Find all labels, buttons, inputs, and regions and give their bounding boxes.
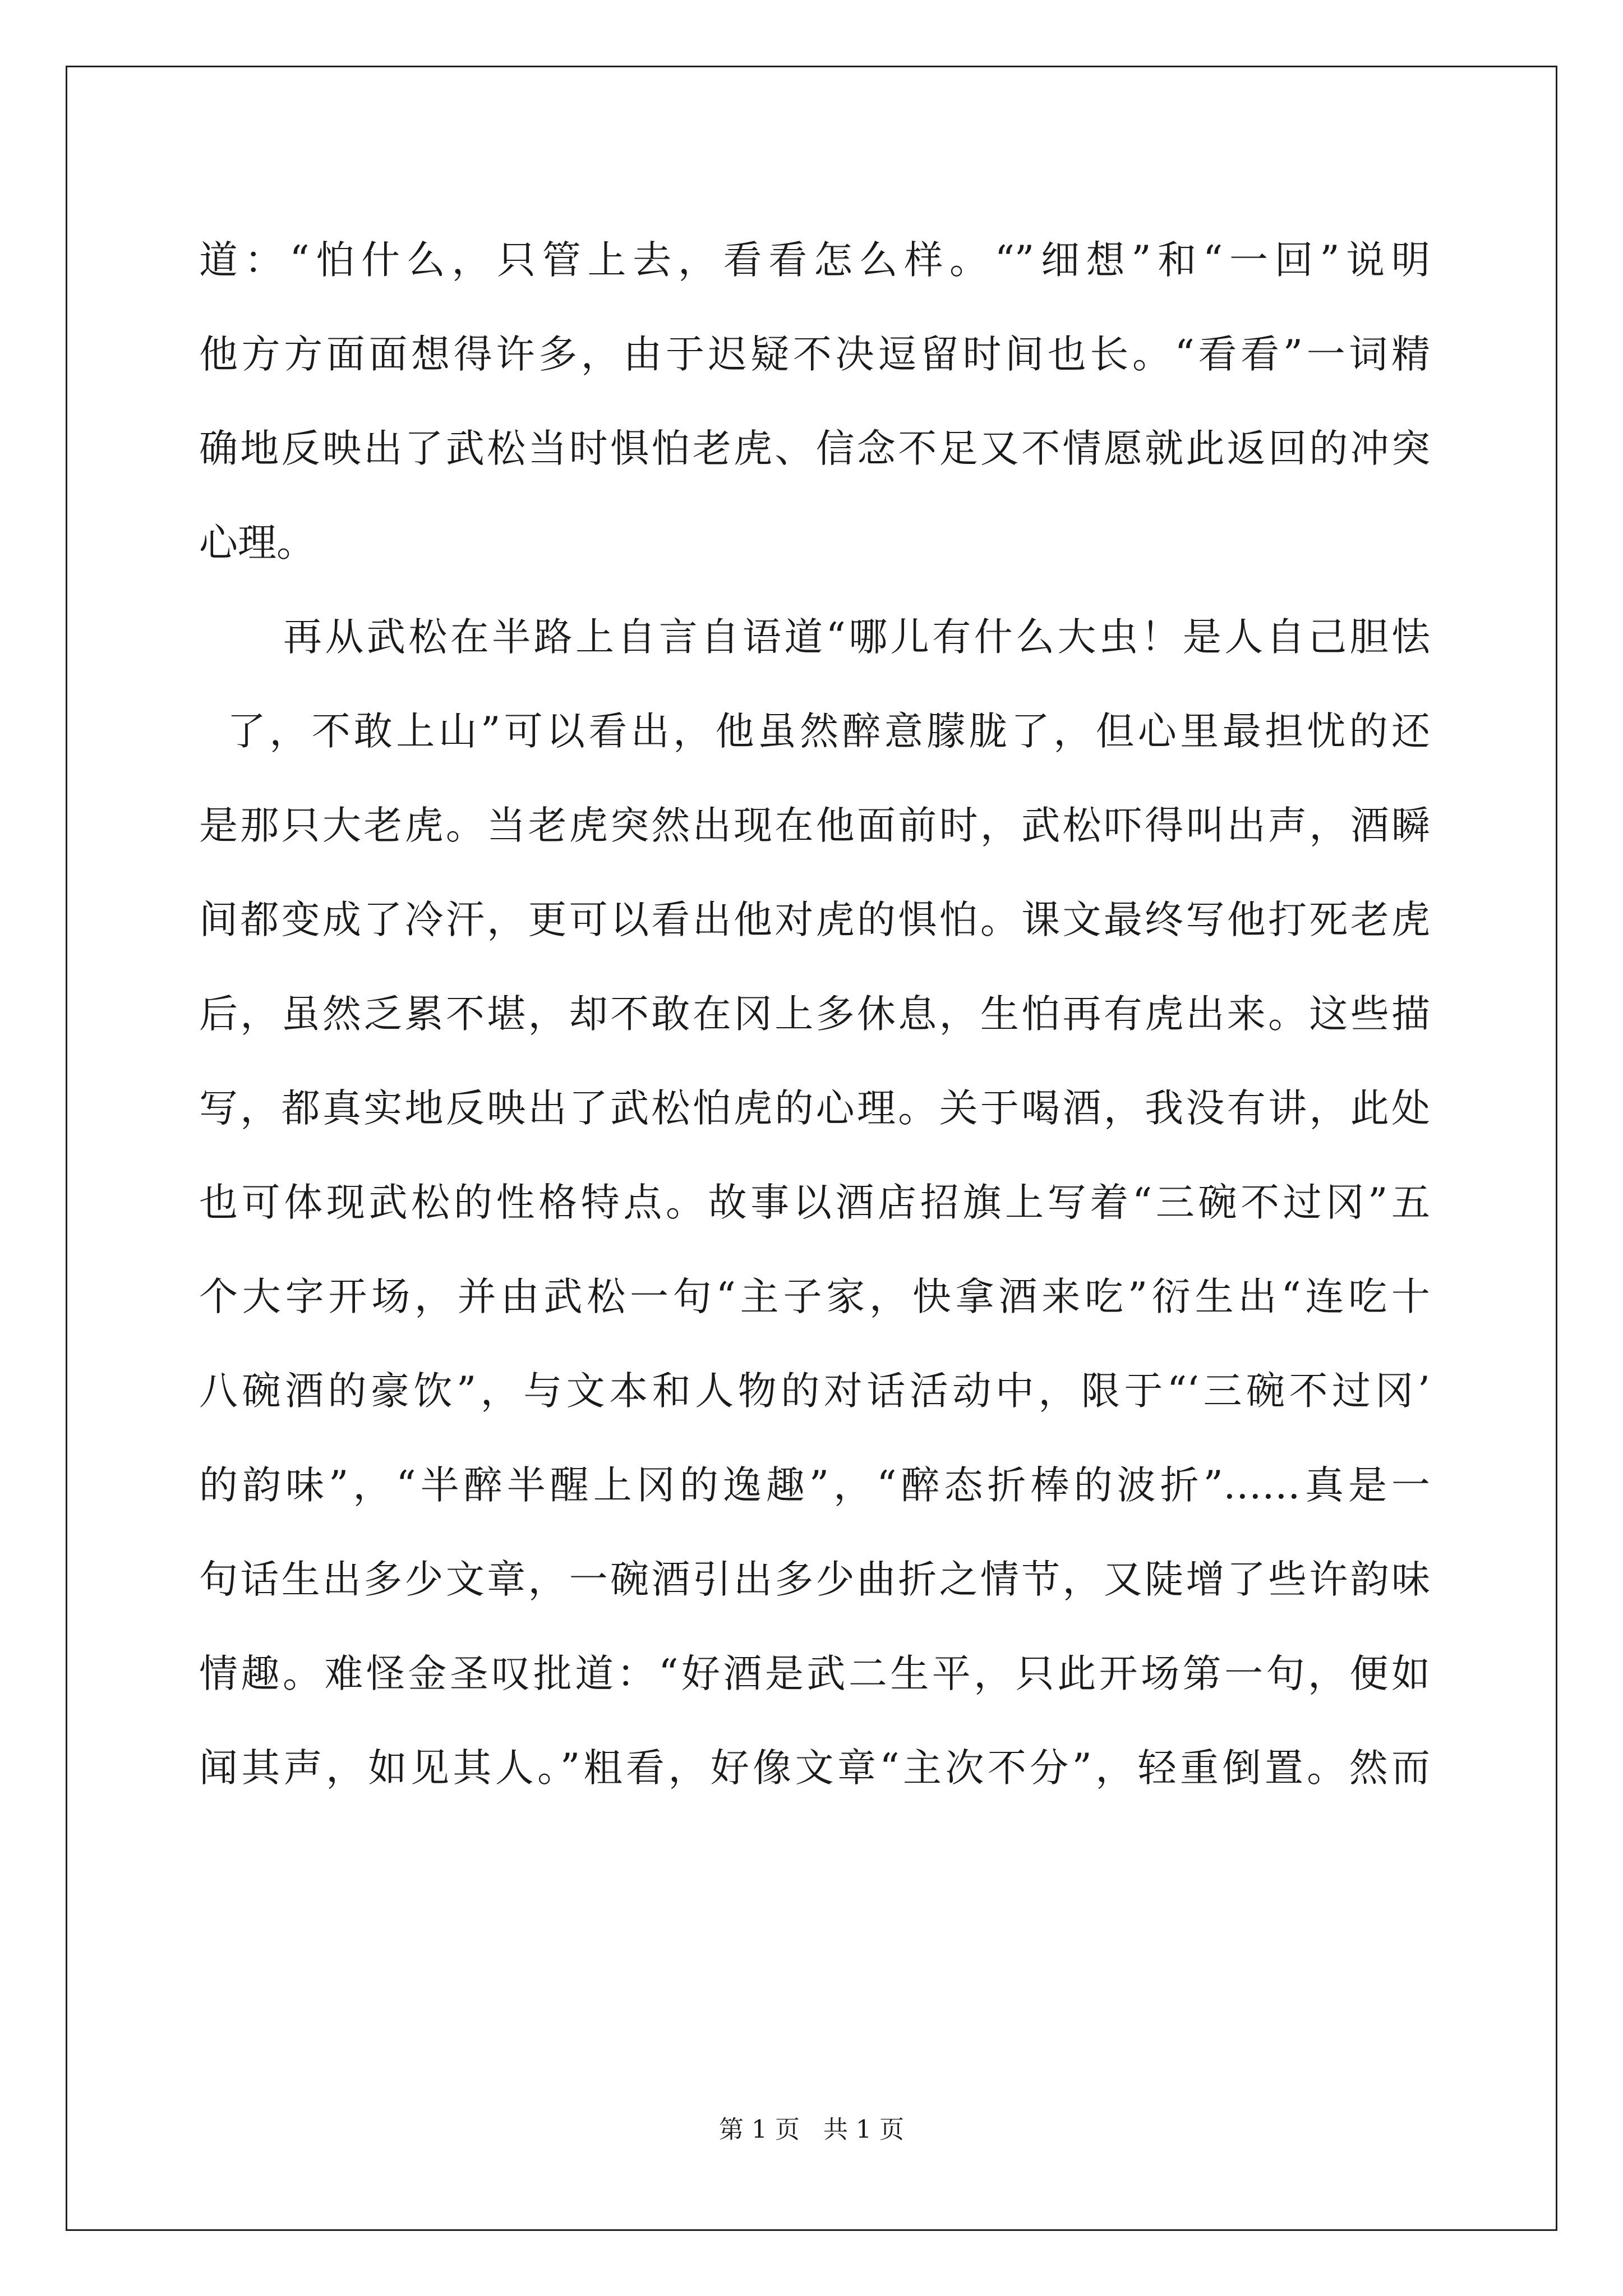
text-line: 闻其声，如见其人。”粗看，好像文章“主次不分”，轻重倒置。然而 <box>199 1746 1430 1791</box>
body-text <box>199 213 1430 1815</box>
page-footer: 第 1 页 共 1 页 <box>719 2115 904 2144</box>
text-line: 的韵味”，“半醉半醒上冈的逸趣”，“醉态折棒的波折”……真是一 <box>199 1463 1430 1508</box>
text-line: 确地反映出了武松当时惧怕老虎、信念不足又不情愿就此返回的冲突 <box>199 426 1430 471</box>
text-line: 了，不敢上山”可以看出，他虽然醉意朦胧了，但心里最担忧的还 <box>227 709 1430 754</box>
text-line: 后，虽然乏累不堪，却不敢在冈上多休息，生怕再有虎出来。这些描 <box>199 992 1430 1037</box>
text-line: 他方方面面想得许多，由于迟疑不决逗留时间也长。“看看”一词精 <box>199 332 1430 377</box>
text-line: 道：“怕什么，只管上去，看看怎么样。“”细想”和“一回”说明 <box>199 238 1430 283</box>
text-line: 八碗酒的豪饮”，与文本和人物的对话活动中，限于“‘三碗不过冈’ <box>199 1369 1430 1414</box>
text-line: 句话生出多少文章，一碗酒引出多少曲折之情节，又陡增了些许韵味 <box>199 1557 1430 1602</box>
text-line: 也可体现武松的性格特点。故事以酒店招旗上写着“三碗不过冈”五 <box>199 1180 1430 1225</box>
text-line: 写，都真实地反映出了武松怕虎的心理。关于喝酒，我没有讲，此处 <box>199 1086 1430 1131</box>
text-line: 个大字开场，并由武松一句“主子家，快拿酒来吃”衍生出“连吃十 <box>199 1274 1430 1319</box>
text-line: 再从武松在半路上自言自语道“哪儿有什么大虫！是人自己胆怯 <box>283 615 1430 660</box>
text-line: 心理。 <box>199 521 315 565</box>
text-line: 间都变成了冷汗，更可以看出他对虎的惧怕。课文最终写他打死老虎 <box>199 898 1430 942</box>
text-line: 情趣。难怪金圣叹批道：“好酒是武二生平，只此开场第一句，便如 <box>199 1651 1430 1696</box>
text-line: 是那只大老虎。当老虎突然出现在他面前时，武松吓得叫出声，酒瞬 <box>199 803 1430 848</box>
